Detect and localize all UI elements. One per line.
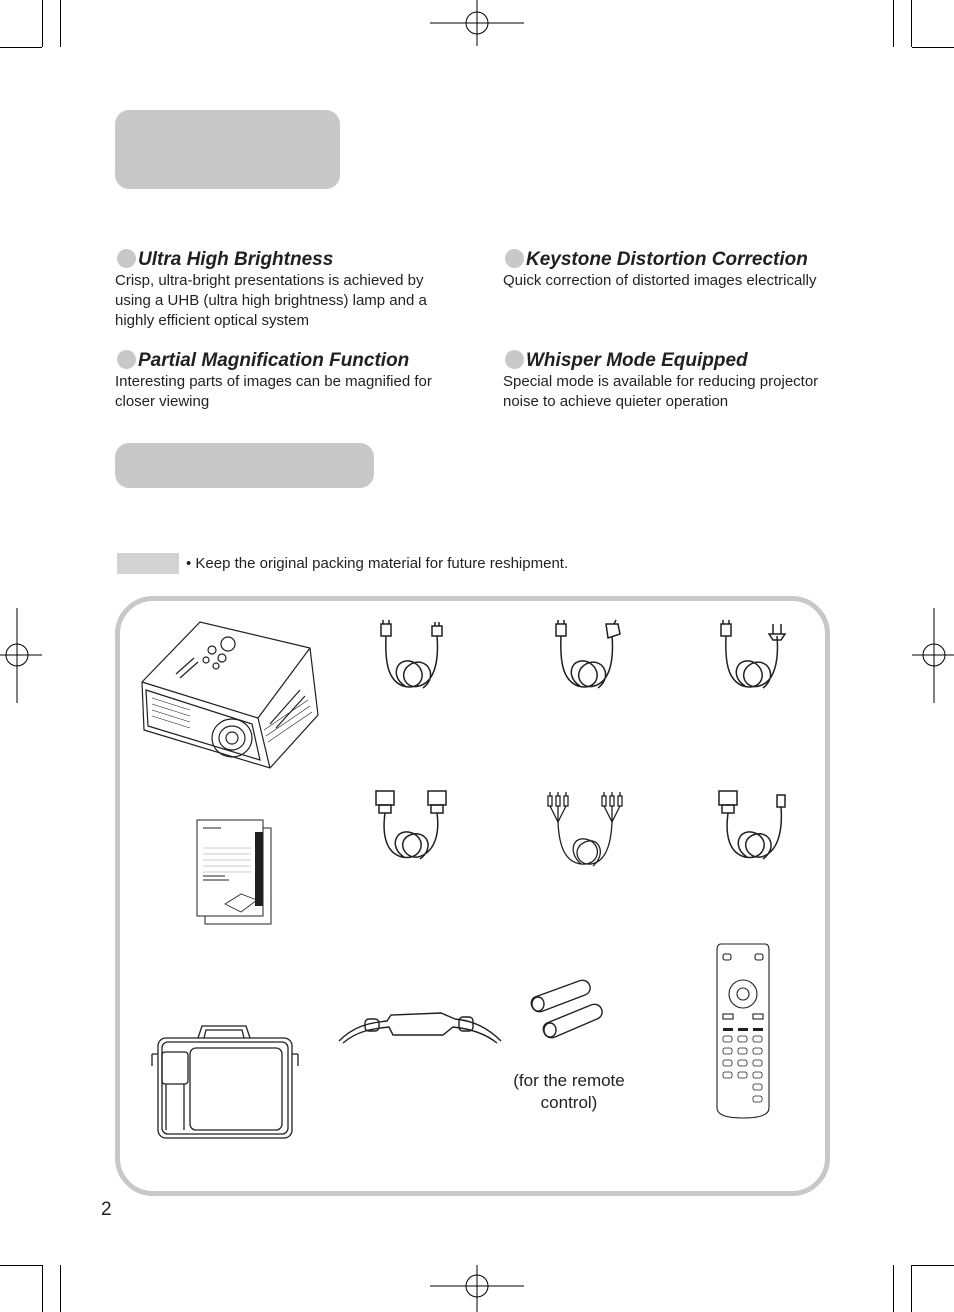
batteries-illustration [525, 975, 610, 1045]
feature-desc-whisper: Special mode is available for reducing projector noise to achieve quieter operation [503, 373, 819, 410]
soft-case-illustration [150, 1020, 300, 1142]
battery-caption: (for the remote control) [513, 1071, 625, 1112]
feature-title-whisper: Whisper Mode Equipped [505, 350, 748, 372]
bullet-dot-icon [117, 249, 136, 268]
shoulder-strap-illustration [335, 1005, 505, 1047]
note-label-box [117, 553, 179, 574]
power-cord-uk-illustration [550, 620, 630, 695]
av-cable-illustration [545, 790, 630, 870]
bullet-dot-icon [117, 350, 136, 369]
rgb-cable-illustration [370, 787, 460, 865]
registration-mark-bottom [430, 1265, 526, 1312]
remote-control-illustration [715, 942, 771, 1122]
power-cord-us-illustration [375, 620, 455, 695]
features-section-tab [115, 110, 340, 189]
feature-desc-keystone: Quick correction of distorted images electrically [503, 272, 817, 289]
feature-title-brightness: Ultra High Brightness [117, 249, 333, 271]
registration-mark-top [430, 0, 526, 48]
mouse-cable-illustration [715, 787, 795, 865]
bullet-dot-icon [505, 350, 524, 369]
registration-mark-right [910, 608, 954, 704]
accessories-section-tab [115, 443, 374, 488]
feature-desc-magnification: Interesting parts of images can be magnified for closer viewing [115, 373, 432, 410]
user-manual-illustration [195, 818, 275, 926]
projector-illustration [140, 620, 325, 770]
feature-desc-brightness: Crisp, ultra-bright presentations is achieved by using a UHB (ultra high brightness) lamp and a highly efficient optical system [115, 272, 427, 329]
bullet-dot-icon [505, 249, 524, 268]
page-number: 2 [101, 1199, 112, 1220]
registration-mark-left [0, 608, 44, 704]
note-text: • Keep the original packing material for future reshipment. [186, 555, 569, 572]
feature-title-magnification: Partial Magnification Function [117, 350, 409, 372]
power-cord-eu-illustration [715, 620, 795, 695]
feature-title-keystone: Keystone Distortion Correction [505, 249, 808, 271]
